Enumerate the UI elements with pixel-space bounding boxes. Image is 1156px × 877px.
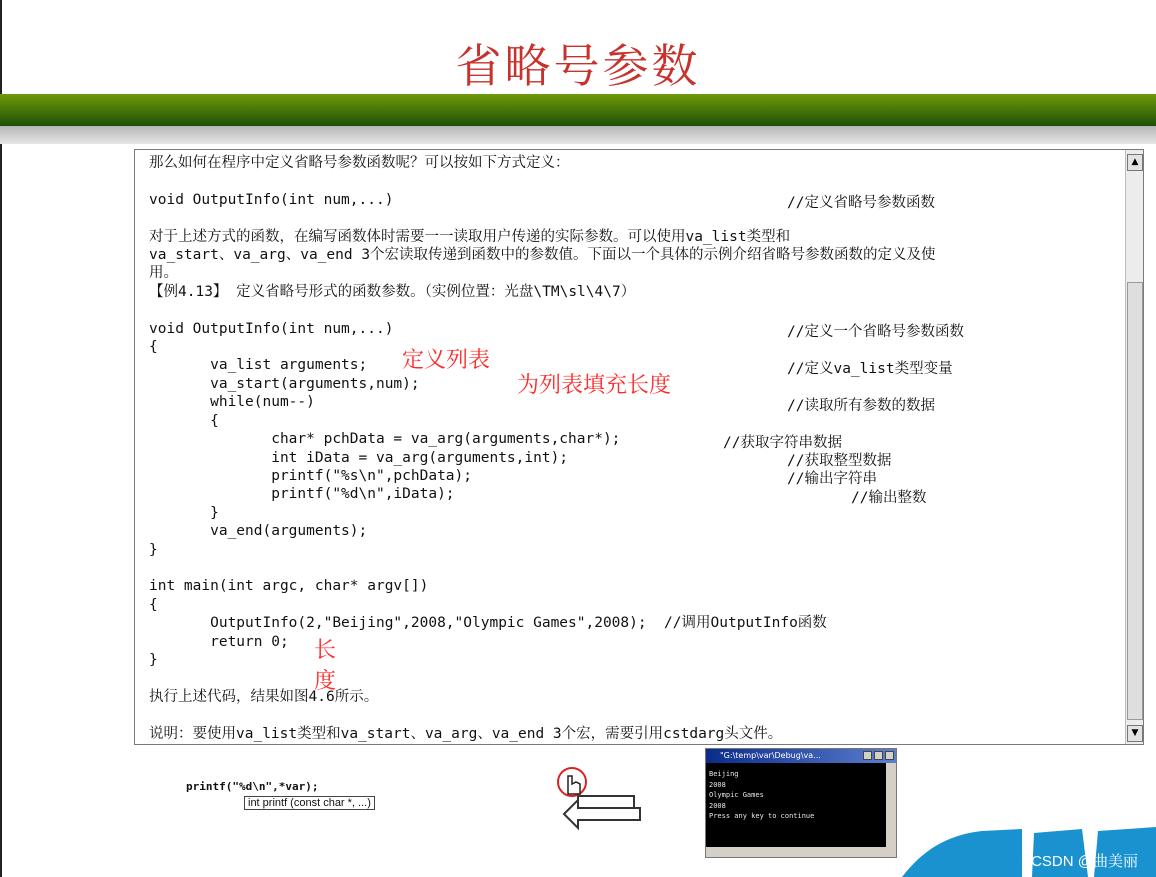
printf-signature-tooltip: int printf (const char *, ...) bbox=[244, 796, 375, 810]
console-title: "G:\temp\var\Debug\va... bbox=[720, 751, 821, 760]
close-icon[interactable] bbox=[885, 751, 894, 760]
code-listing: 那么如何在程序中定义省略号参数函数呢？可以按如下方式定义： void OutputInfo(int num,...) 对于上述方式的函数，在编写函数体时需要一一读取用户传递的实际参数。可以使用va_list类型和 va_start、va_arg、va_end 3个宏读取传递到函数中的参数值。下面以一个具体的示例介绍省略号参数函数的定义及使 用。 【例4.13】 定义省略号形式的函数参数。（实例位置：光盘\TM\sl\4\7） void OutputInfo(int num,...) { va_list arguments; va_start(arguments,num); while(num--) { char* pchData = va_arg(arguments,char*); int iData = va_arg(arguments,int); printf("%s\n",pchData); printf("%d\n",iData); } va_end(arguments); } int main(int argc, char* argv[]) { OutputInfo(2,"Beijing",2008,"Olympic Games",2008); //调用OutputInfo函数 return 0; } 执行上述代码，结果如图4.6所示。 说明：要使用va_list类型和va_start、va_arg、va_end 3个宏，需要引用cstdarg头文件。 bbox=[149, 155, 936, 742]
maximize-icon[interactable] bbox=[874, 751, 883, 760]
annotation-length-char-1: 长 bbox=[314, 637, 337, 662]
slide-title: 省略号参数 bbox=[455, 39, 701, 93]
comment-define-ellipsis-function: //定义省略号参数函数 bbox=[787, 195, 935, 211]
comment-print-int: //输出整数 bbox=[851, 490, 927, 506]
header-gray-band bbox=[0, 126, 1156, 144]
comment-get-string-data: //获取字符串数据 bbox=[723, 435, 842, 451]
console-title-bar[interactable] bbox=[706, 749, 896, 763]
comment-define-va-list-variable: //定义va_list类型变量 bbox=[787, 361, 953, 377]
pointing-hand-icon[interactable] bbox=[548, 758, 644, 840]
printf-code-line: printf("%d\n",*var); bbox=[186, 780, 319, 793]
printf-tooltip-thumbnail bbox=[184, 776, 424, 818]
console-horizontal-scrollbar[interactable] bbox=[706, 847, 896, 857]
code-text-panel[interactable] bbox=[134, 149, 1144, 745]
annotation-define-list: 定义列表 bbox=[402, 347, 491, 372]
comment-get-int-data: //获取整型数据 bbox=[787, 453, 892, 469]
comment-read-all-params: //读取所有参数的数据 bbox=[787, 398, 935, 414]
vertical-scrollbar[interactable] bbox=[1125, 150, 1143, 744]
minimize-icon[interactable] bbox=[863, 751, 872, 760]
scroll-up-icon[interactable]: ▲ bbox=[1127, 154, 1143, 171]
annotation-fill-list-length: 为列表填充长度 bbox=[517, 372, 672, 397]
comment-define-one-ellipsis-function: //定义一个省略号参数函数 bbox=[787, 324, 964, 340]
annotation-length-char-2: 度 bbox=[314, 668, 337, 693]
console-output-window[interactable] bbox=[705, 748, 897, 858]
scrollbar-thumb[interactable] bbox=[1127, 282, 1143, 720]
watermark: CSDN @曲美丽 bbox=[1031, 853, 1138, 870]
console-vertical-scrollbar[interactable] bbox=[886, 763, 896, 847]
scroll-down-icon[interactable]: ▼ bbox=[1127, 725, 1143, 742]
console-output-text: Beijing 2008 Olympic Games 2008 Press any key to continue bbox=[709, 770, 815, 820]
header-green-band bbox=[0, 94, 1156, 126]
comment-print-string: //输出字符串 bbox=[787, 471, 877, 487]
